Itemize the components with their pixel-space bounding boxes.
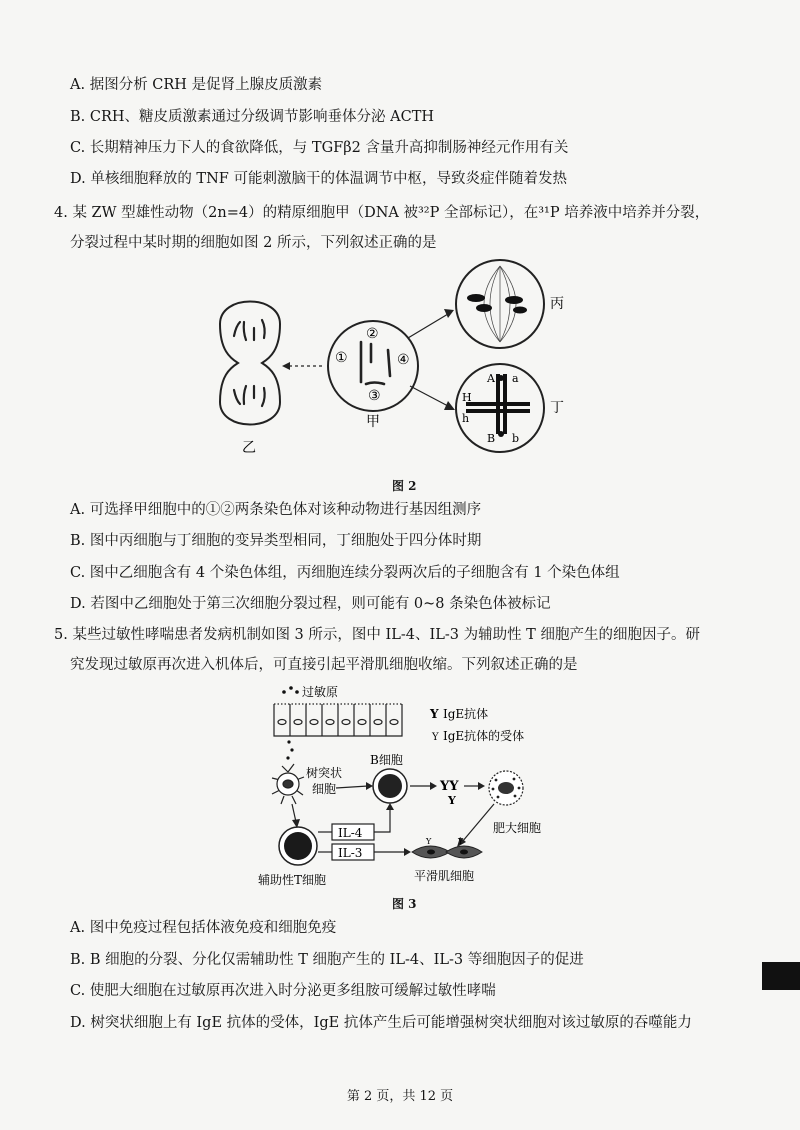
arrow-jia-to-bing <box>408 309 454 338</box>
q3-option-a: A. 据图分析 CRH 是促肾上腺皮质激素 <box>70 77 323 93</box>
ige-antibody-lower-icon: Y <box>448 794 456 807</box>
gene-h: h <box>462 412 470 425</box>
q5-option-b: B. B 细胞的分裂、分化仅需辅助性 T 细胞产生的 IL-4、IL-3 等细胞因子的促进 <box>70 952 584 968</box>
epithelium <box>274 704 402 736</box>
q3-option-d: D. 单核细胞释放的 TNF 可能刺激脑干的体温调节中枢，导致炎症伴随着发热 <box>70 171 567 187</box>
q5-stem-line1: 5. 某些过敏性哮喘患者发病机制如图 3 所示，图中 IL-4、IL-3 为辅助性 T 细胞产生的细胞因子。研 <box>54 627 700 643</box>
arrow-il3-to-muscle <box>374 848 411 856</box>
mast-cell-label: 肥大细胞 <box>493 821 542 835</box>
q3-option-c: C. 长期精神压力下人的食欲降低，与 TGFβ2 含量升高抑制肠神经元作用有关 <box>70 140 569 156</box>
cell-ding <box>456 364 544 452</box>
q4-stem-line2: 分裂过程中某时期的细胞如图 2 所示，下列叙述正确的是 <box>70 235 437 251</box>
arrow-dc-to-b <box>336 782 373 790</box>
label-yi: 乙 <box>242 440 256 456</box>
q3-option-b: B. CRH、糖皮质激素通过分级调节影响垂体分泌 ACTH <box>70 109 435 125</box>
chrom-4: ④ <box>397 352 410 368</box>
b-cell <box>373 769 407 803</box>
label-ding: 丁 <box>550 400 564 416</box>
q5-option-a: A. 图中免疫过程包括体液免疫和细胞免疫 <box>70 920 337 936</box>
dendritic-label-1: 树突状 <box>306 766 343 780</box>
edge-marker <box>762 962 800 990</box>
il3-label: IL-3 <box>338 846 363 860</box>
q4-option-a: A. 可选择甲细胞中的①②两条染色体对该种动物进行基因组测序 <box>70 502 482 518</box>
chrom-3: ③ <box>368 388 381 404</box>
q5-option-d: D. 树突状细胞上有 IgE 抗体的受体，IgE 抗体产生后可能增强树突状细胞对该过敏原的吞噬能力 <box>70 1015 692 1031</box>
allergen-label: 过敏原 <box>302 685 339 699</box>
arrow-dc-to-t <box>292 804 300 828</box>
figure-3-caption: 图 3 <box>392 897 417 911</box>
label-jia: 甲 <box>366 414 380 430</box>
gene-H: H <box>462 391 472 404</box>
gene-B: B <box>487 432 496 445</box>
legend-ige-icon: Y <box>430 707 439 721</box>
dendritic-cell <box>272 764 304 804</box>
helper-t-label: 辅助性T细胞 <box>258 873 327 887</box>
q5-stem-line2: 究发现过敏原再次进入机体后，可直接引起平滑肌细胞收缩。下列叙述正确的是 <box>70 657 578 673</box>
smooth-muscle-cells <box>412 837 482 858</box>
arrow-ige-to-mast <box>464 782 485 790</box>
b-cell-label: B细胞 <box>370 753 403 767</box>
legend-receptor-icon: Y <box>432 732 439 743</box>
dendritic-label-2: 细胞 <box>312 782 337 796</box>
svg-text:Y: Y <box>426 837 432 846</box>
arrow-il4-to-b <box>374 803 394 832</box>
cell-yi <box>220 302 280 425</box>
gene-A: A <box>487 372 495 385</box>
q4-stem-line1: 4. 某 ZW 型雄性动物（2n=4）的精原细胞甲（DNA 被³²P 全部标记），在³¹P 培养液中培养并分裂， <box>54 205 710 221</box>
gene-b: b <box>512 432 520 445</box>
gene-a: a <box>512 372 519 385</box>
figure-2-caption: 图 2 <box>392 479 417 493</box>
arrow-b-to-ige <box>410 782 437 790</box>
q4-option-d: D. 若图中乙细胞处于第三次细胞分裂过程，则可能有 0~8 条染色体被标记 <box>70 596 551 612</box>
cell-bing <box>456 260 544 348</box>
legend-ige: IgE抗体 <box>443 707 489 721</box>
svg-text:Y: Y <box>458 837 464 846</box>
allergen-dots <box>282 686 299 694</box>
helper-t-cell <box>279 827 317 865</box>
q4-option-b: B. 图中丙细胞与丁细胞的变异类型相同，丁细胞处于四分体时期 <box>70 533 482 549</box>
smooth-muscle-label: 平滑肌细胞 <box>414 869 475 883</box>
figure-2 <box>210 258 590 458</box>
arrow-jia-to-yi <box>282 362 322 370</box>
figure-3 <box>250 680 560 890</box>
legend-receptor: IgE抗体的受体 <box>443 729 525 743</box>
chrom-2: ② <box>366 326 379 342</box>
mast-cell <box>489 771 523 805</box>
chrom-1: ① <box>335 350 348 366</box>
q4-option-c: C. 图中乙细胞含有 4 个染色体组，丙细胞连续分裂两次后的子细胞含有 1 个染色体组 <box>70 565 620 581</box>
il4-label: IL-4 <box>338 826 363 840</box>
page-footer: 第 2 页，共 12 页 <box>346 1089 454 1104</box>
ige-antibodies-icon: YY <box>440 779 459 794</box>
q5-option-c: C. 使肥大细胞在过敏原再次进入时分泌更多组胺可缓解过敏性哮喘 <box>70 983 496 999</box>
arrow-jia-to-ding <box>410 386 455 410</box>
label-bing: 丙 <box>550 296 564 312</box>
